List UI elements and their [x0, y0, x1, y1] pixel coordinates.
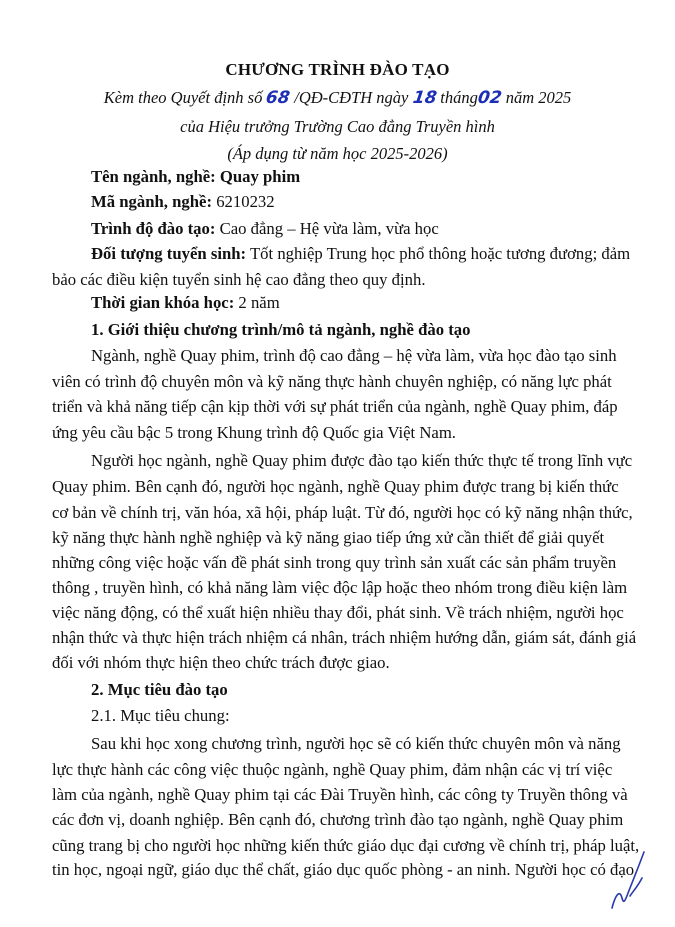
major-label: Tên ngành, nghề:: [91, 167, 216, 186]
section2-sub: 2.1. Mục tiêu chung:: [91, 706, 230, 725]
s1p1-line: Ngành, nghề Quay phim, trình độ cao đẳng – hệ vừa làm, vừa học đào tạo sinh: [91, 346, 617, 365]
decision-number-handwritten: 68: [265, 88, 292, 108]
section1-heading: 1. Giới thiệu chương trình/mô tả ngành, nghề đào tạo: [91, 320, 471, 339]
decision-code: /QĐ-CĐTH ngày: [294, 88, 409, 107]
code-value: 6210232: [216, 192, 275, 211]
s1p2-line: kỹ năng thực hành nghề nghiệp và kỹ năng giao tiếp ứng xử cần thiết để giải quyết: [52, 528, 605, 547]
decision-line: [0, 88, 675, 108]
decision-issuer: của Hiệu trưởng Trường Cao đẳng Truyền hình: [180, 117, 495, 136]
decision-month-label: tháng: [440, 88, 478, 107]
level-value: Cao đẳng – Hệ vừa làm, vừa học: [219, 219, 439, 238]
s2p-line: tin học, ngoại ngữ, giáo dục thể chất, giáo dục quốc phòng - an ninh. Người học có đạo: [52, 860, 635, 879]
s2p-line: các đơn vị, doanh nghiệp. Bên cạnh đó, chương trình đào tạo ngành, nghề Quay phim: [52, 810, 624, 829]
s2p-line: lực thực hành các công việc thuộc ngành, nghề Quay phim, đảm nhận các vị trí việc: [52, 760, 613, 779]
s1p2-line: Quay phim. Bên cạnh đó, người học ngành, nghề Quay phim được trang bị kiến thức: [52, 477, 619, 496]
target-value-2: bảo các điều kiện tuyển sinh hệ cao đẳng theo quy định.: [52, 270, 426, 289]
s1p1-line: ứng yêu cầu bậc 5 trong Khung trình độ Quốc gia Việt Nam.: [52, 423, 456, 442]
s1p2-line: Người học ngành, nghề Quay phim được đào tạo kiến thức thực tế trong lĩnh vực: [91, 451, 633, 470]
code-label: Mã ngành, nghề:: [91, 192, 213, 211]
section2-heading: 2. Mục tiêu đào tạo: [91, 680, 228, 699]
target-line: [91, 244, 630, 264]
s1p2-line: nhận thức và thực hiện trách nhiệm cá nhân, trách nhiệm hướng dẫn, giám sát, đánh giá: [52, 628, 637, 647]
decision-month-handwritten: 02: [476, 88, 503, 108]
level-label: Trình độ đào tạo:: [91, 219, 216, 238]
s2p-line: cũng trang bị cho người học những kiến thức giáo dục đại cương về chính trị, pháp luật,: [52, 836, 640, 855]
s1p2-line: đối với nhóm thực hiện theo chức trách được giao.: [52, 653, 390, 672]
document-title: CHƯƠNG TRÌNH ĐÀO TẠO: [225, 60, 450, 79]
s1p2-line: cơ bản về chính trị, văn hóa, xã hội, pháp luật. Từ đó, người học có kỹ năng nhận thức,: [52, 503, 633, 522]
apply-year: (Áp dụng từ năm học 2025-2026): [227, 144, 448, 163]
s1p1-line: viên có trình độ chuyên môn và kỹ năng thực hành chuyên nghiệp, có năng lực phát: [52, 372, 612, 391]
duration-value: 2 năm: [238, 293, 280, 312]
s1p2-line: những công việc hoặc vấn đề phát sinh trong quy trình sản xuất các sản phẩm truyền: [52, 553, 617, 572]
duration-line: [91, 293, 280, 313]
s2p-line: Sau khi học xong chương trình, người học sẽ có kiến thức chuyên môn và năng: [91, 734, 621, 753]
duration-label: Thời gian khóa học:: [91, 293, 235, 312]
s1p2-line: việc năng động, có thể xuất hiện nhiều thay đổi, phát sinh. Về trách nhiệm, người học: [52, 603, 624, 622]
target-value-1: Tốt nghiệp Trung học phổ thông hoặc tương đương; đảm: [249, 244, 631, 263]
decision-year: năm 2025: [505, 88, 572, 107]
s1p1-line: triển và khả năng tiếp cận kịp thời với sự phát triển của ngành, nghề Quay phim, đáp: [52, 397, 618, 416]
signature-mark: [600, 838, 660, 918]
major-value: Quay phim: [219, 167, 301, 186]
level-line: [91, 219, 439, 239]
decision-prefix: Kèm theo Quyết định số: [103, 88, 263, 107]
s2p-line: làm của ngành, nghề Quay phim tại các Đài Truyền hình, các công ty Truyền thông và: [52, 785, 628, 804]
s1p2-line: thông , truyền hình, có khả năng làm việc độc lập hoặc theo nhóm trong điều kiện làm: [52, 578, 628, 597]
code-line: [91, 192, 275, 212]
target-label: Đối tượng tuyển sinh:: [91, 244, 247, 263]
decision-day-handwritten: 18: [411, 88, 438, 108]
major-line: [91, 167, 300, 187]
